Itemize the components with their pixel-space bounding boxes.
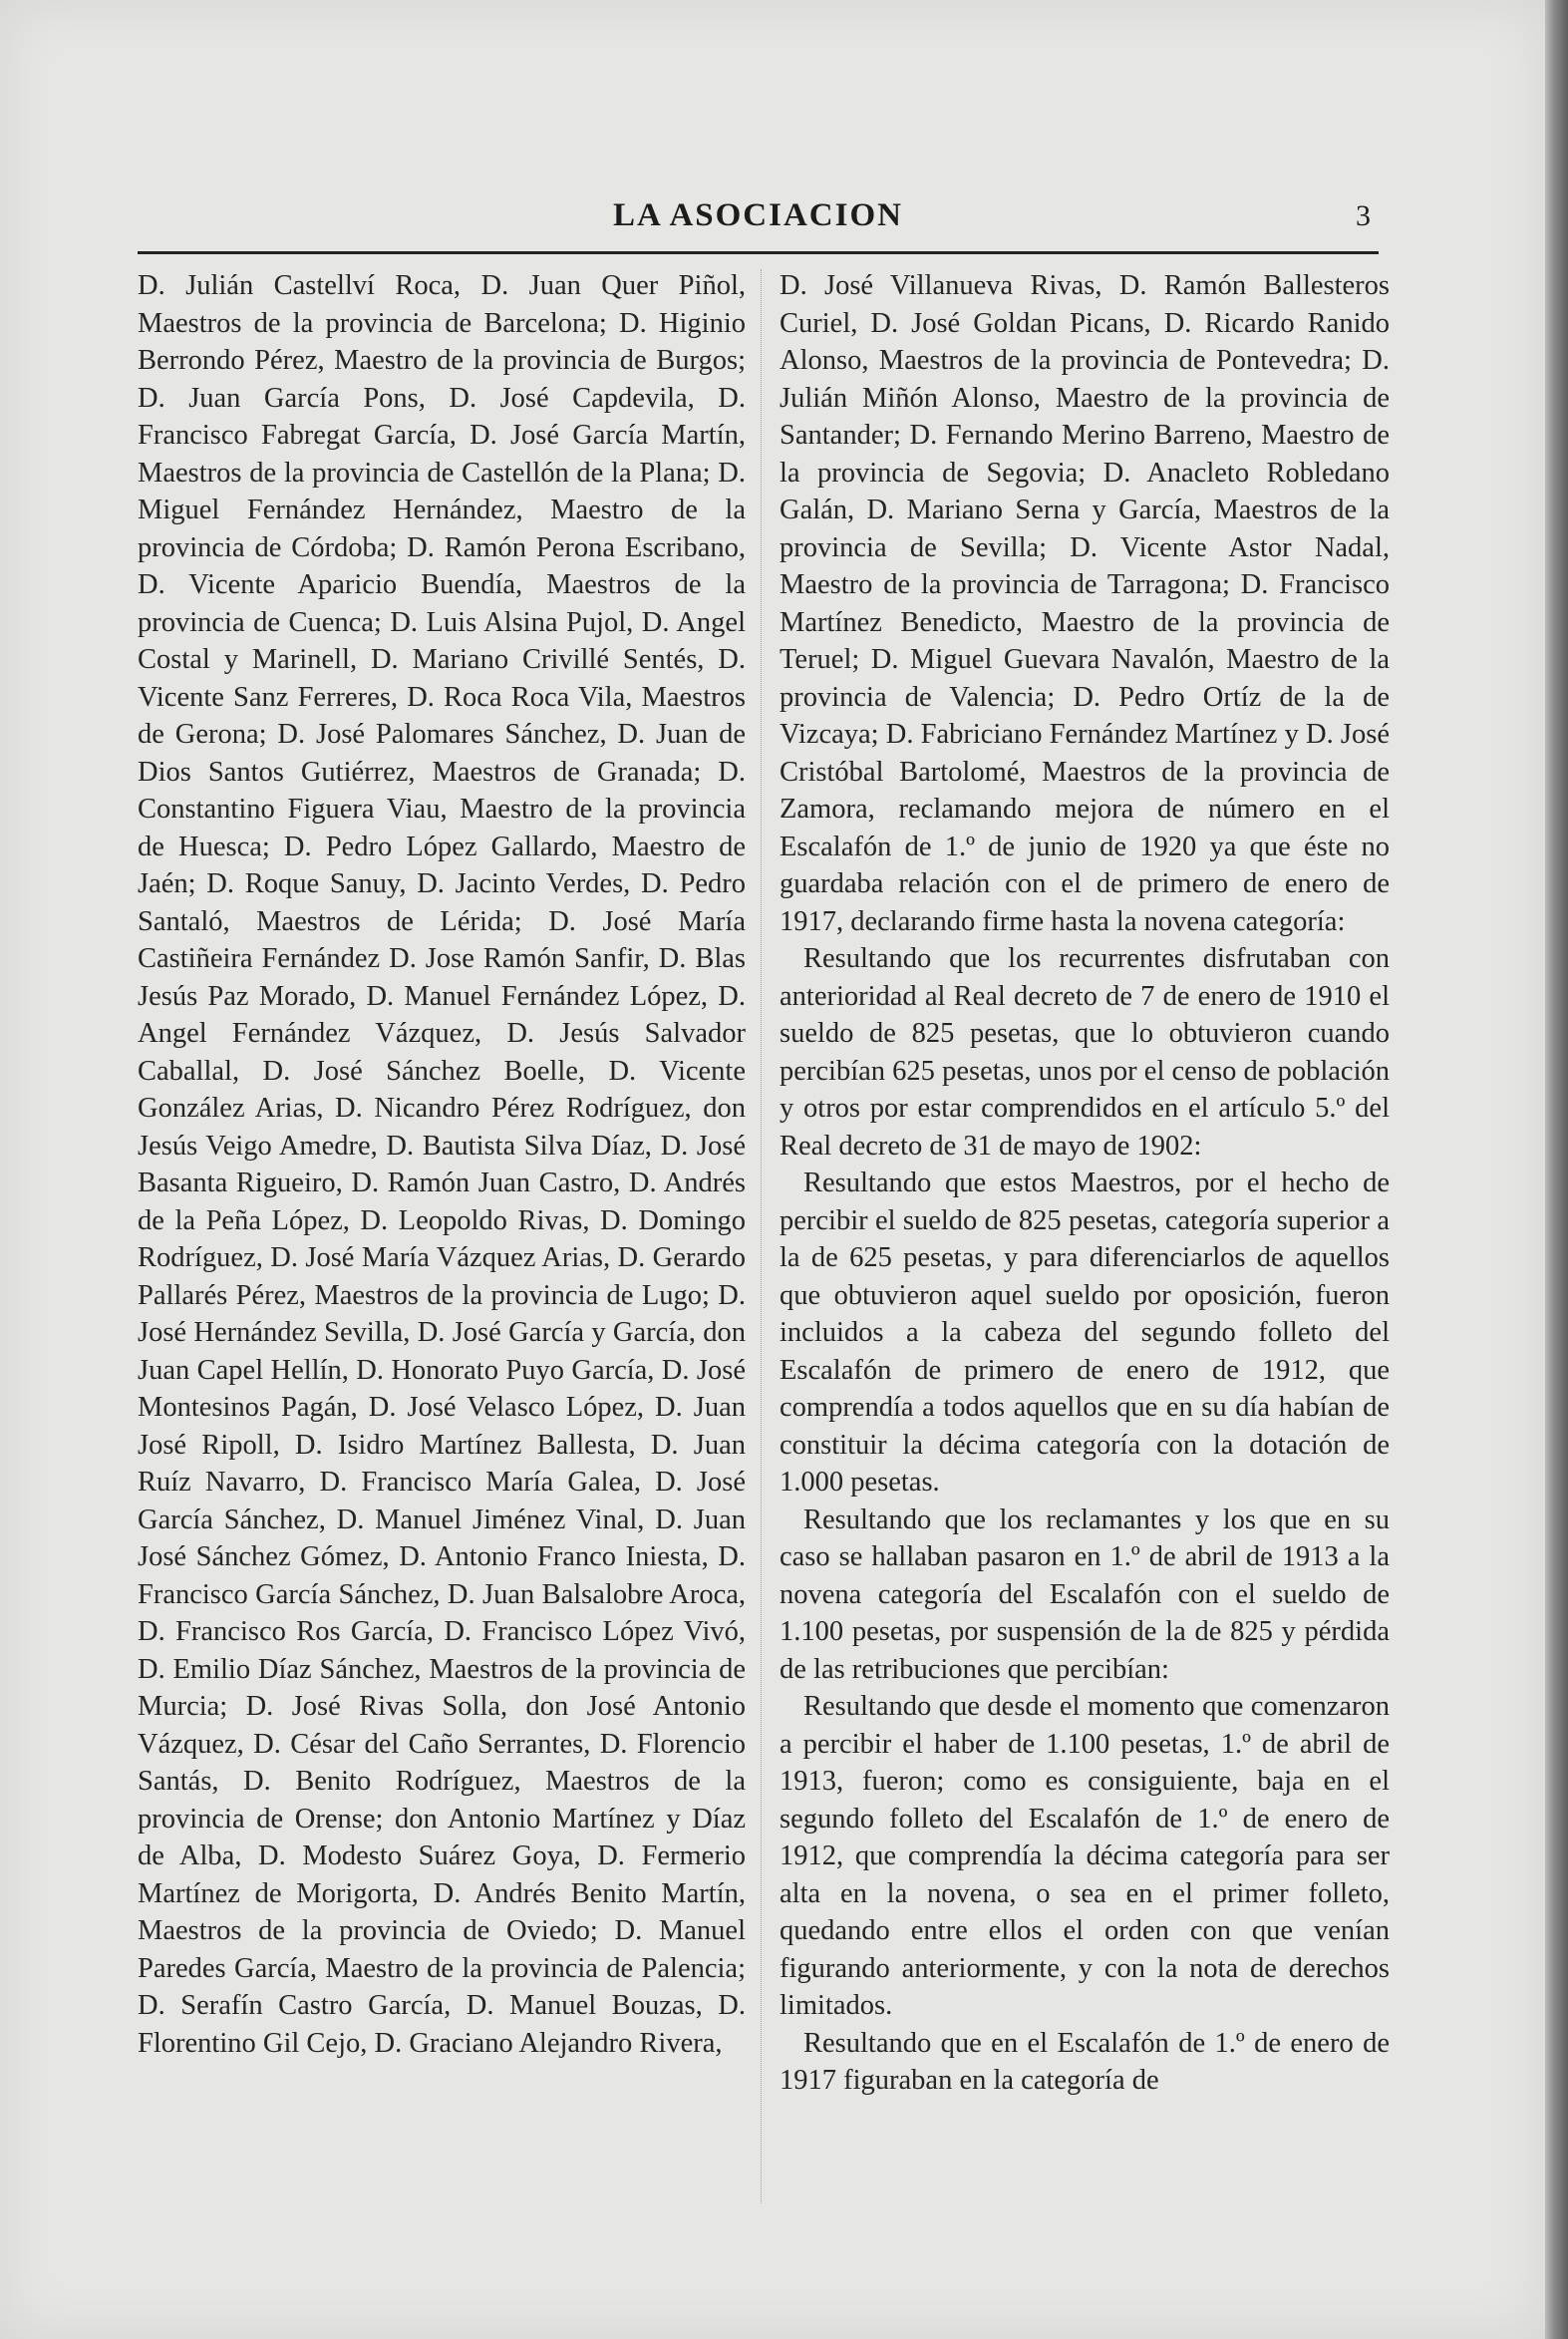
page-header [138,197,1379,254]
right-column-paragraph: Resultando que los recurrentes disfrutaban con anterioridad al Real decreto de 7 de enero de 1910 el sueldo de 825 pesetas, que lo obtuvieron cuando percibían 625 pesetas, unos por el censo de población y otros por estar comprendidos en el artículo 5.º del Real decreto de 31 de mayo de 1902: [780,943,1390,1162]
right-column-paragraph: Resultando que en el Escalafón de 1.º de enero de 1917 figuraban en la categoría de [780,2027,1390,2096]
right-column-paragraph: Resultando que los reclamantes y los que en su caso se hallaban pasaron en 1.º de abril de 1913 a la novena categoría del Escalafón con el sueldo de 1.100 pesetas, por suspensión de la de 825 y pérdida de las retribuciones que percibían: [780,1504,1390,1685]
right-column-paragraph: Resultando que estos Maestros, por el hecho de percibir el sueldo de 825 pesetas, categoría superior a la de 625 pesetas, y para diferenciarlos de aquellos que obtuvieron aquel sueldo por oposición, fueron incluidos a la cabeza del segundo folleto del Escalafón de primero de enero de 1912, que comprendía a todos aquellos que en su día habían de constituir la décima categoría con la dotación de 1.000 pesetas. [780,1168,1390,1498]
right-column-paragraph: D. José Villanueva Rivas, D. Ramón Ballesteros Curiel, D. José Goldan Picans, D. Ricardo Ranido Alonso, Maestros de la provincia de Pontevedra; D. Julián Miñón Alonso, Maestro de la provincia de Santander; D. Fernando Merino Barreno, Maestro de la provincia de Segovia; D. Anacleto Robledano Galán, D. Mariano Serna y García, Maestros de la provincia de Sevilla; D. Vicente Astor Nadal, Maestro de la provincia de Tarragona; D. Francisco Martínez Benedicto, Maestro de la provincia de Teruel; D. Miguel Guevara Navalón, Maestro de la provincia de Valencia; D. Pedro Ortíz de la de Vizcaya; D. Fabriciano Fernández Martínez y D. José Cristóbal Bartolomé, Maestros de la provincia de Zamora, reclamando mejora de número en el Escalafón de 1.º de junio de 1920 ya que éste no guardaba relación con el de primero de enero de 1917, declarando firme hasta la novena categoría: [780,270,1390,937]
left-column [138,267,746,2062]
column-divider [761,269,763,2203]
publication-title: LA ASOCIACION [613,197,903,233]
page-number: 3 [1356,199,1371,232]
right-column-paragraph: Resultando que desde el momento que comenzaron a percibir el haber de 1.100 pesetas, 1.º de abril de 1913, fueron; como es consiguiente, baja en el segundo folleto del Escalafón de 1.º de enero de 1912, que comprendía la décima categoría para ser alta en la novena, o sea en el primer folleto, quedando entre ellos el orden con que venían figurando anteriormente, y con la nota de derechos limitados. [780,1691,1390,2021]
right-column [780,267,1390,2100]
left-column-paragraph: D. Julián Castellví Roca, D. Juan Quer Piñol, Maestros de la provincia de Barcelona; D. Higinio Berrondo Pérez, Maestro de la provincia de Burgos; D. Juan García Pons, D. José Capdevila, D. Francisco Fabregat García, D. José García Martín, Maestros de la provincia de Castellón de la Plana; D. Miguel Fernández Hernández, Maestro de la provincia de Córdoba; D. Ramón Perona Escribano, D. Vicente Aparicio Buendía, Maestros de la provincia de Cuenca; D. Luis Alsina Pujol, D. Angel Costal y Marinell, D. Mariano Crivillé Sentés, D. Vicente Sanz Ferreres, D. Roca Roca Vila, Maestros de Gerona; D. José Palomares Sánchez, D. Juan de Dios Santos Gutiérrez, Maestros de Granada; D. Constantino Figuera Viau, Maestro de la provincia de Huesca; D. Pedro López Gallardo, Maestro de Jaén; D. Roque Sanuy, D. Jacinto Verdes, D. Pedro Santaló, Maestros de Lérida; D. José María Castiñeira Fernández D. Jose Ramón Sanfir, D. Blas Jesús Paz Morado, D. Manuel Fernández López, D. Angel Fernández Vázquez, D. Jesús Salvador Caballal, D. José Sánchez Boelle, D. Vicente González Arias, D. Nicandro Pérez Rodríguez, don Jesús Veigo Amedre, D. Bautista Silva Díaz, D. José Basanta Rigueiro, D. Ramón Juan Castro, D. Andrés de la Peña López, D. Leopoldo Rivas, D. Domingo Rodríguez, D. José María Vázquez Arias, D. Gerardo Pallarés Pérez, Maestros de la provincia de Lugo; D. José Hernández Sevilla, D. José García y García, don Juan Capel Hellín, D. Honorato Puyo García, D. José Montesinos Pagán, D. José Velasco López, D. Juan José Ripoll, D. Isidro Martínez Ballesta, D. Juan Ruíz Navarro, D. Francisco María Galea, D. José García Sánchez, D. Manuel Jiménez Vinal, D. Juan José Sánchez Gómez, D. Antonio Franco Iniesta, D. Francisco García Sánchez, D. Juan Balsalobre Aroca, D. Francisco Ros García, D. Francisco López Vivó, D. Emilio Díaz Sánchez, Maestros de la provincia de Murcia; D. José Rivas Solla, don José Antonio Vázquez, D. César del Caño Serrantes, D. Florencio Santás, D. Benito Rodríguez, Maestros de la provincia de Orense; don Antonio Martínez y Díaz de Alba, D. Modesto Suárez Goya, D. Fermerio Martínez de Morigorta, D. Andrés Benito Martín, Maestros de la provincia de Oviedo; D. Manuel Paredes García, Maestro de la provincia de Palencia; D. Serafín Castro García, D. Manuel Bouzas, D. Florentino Gil Cejo, D. Graciano Alejandro Rivera, [138,270,746,2059]
page-edge-shadow [1545,0,1568,2339]
